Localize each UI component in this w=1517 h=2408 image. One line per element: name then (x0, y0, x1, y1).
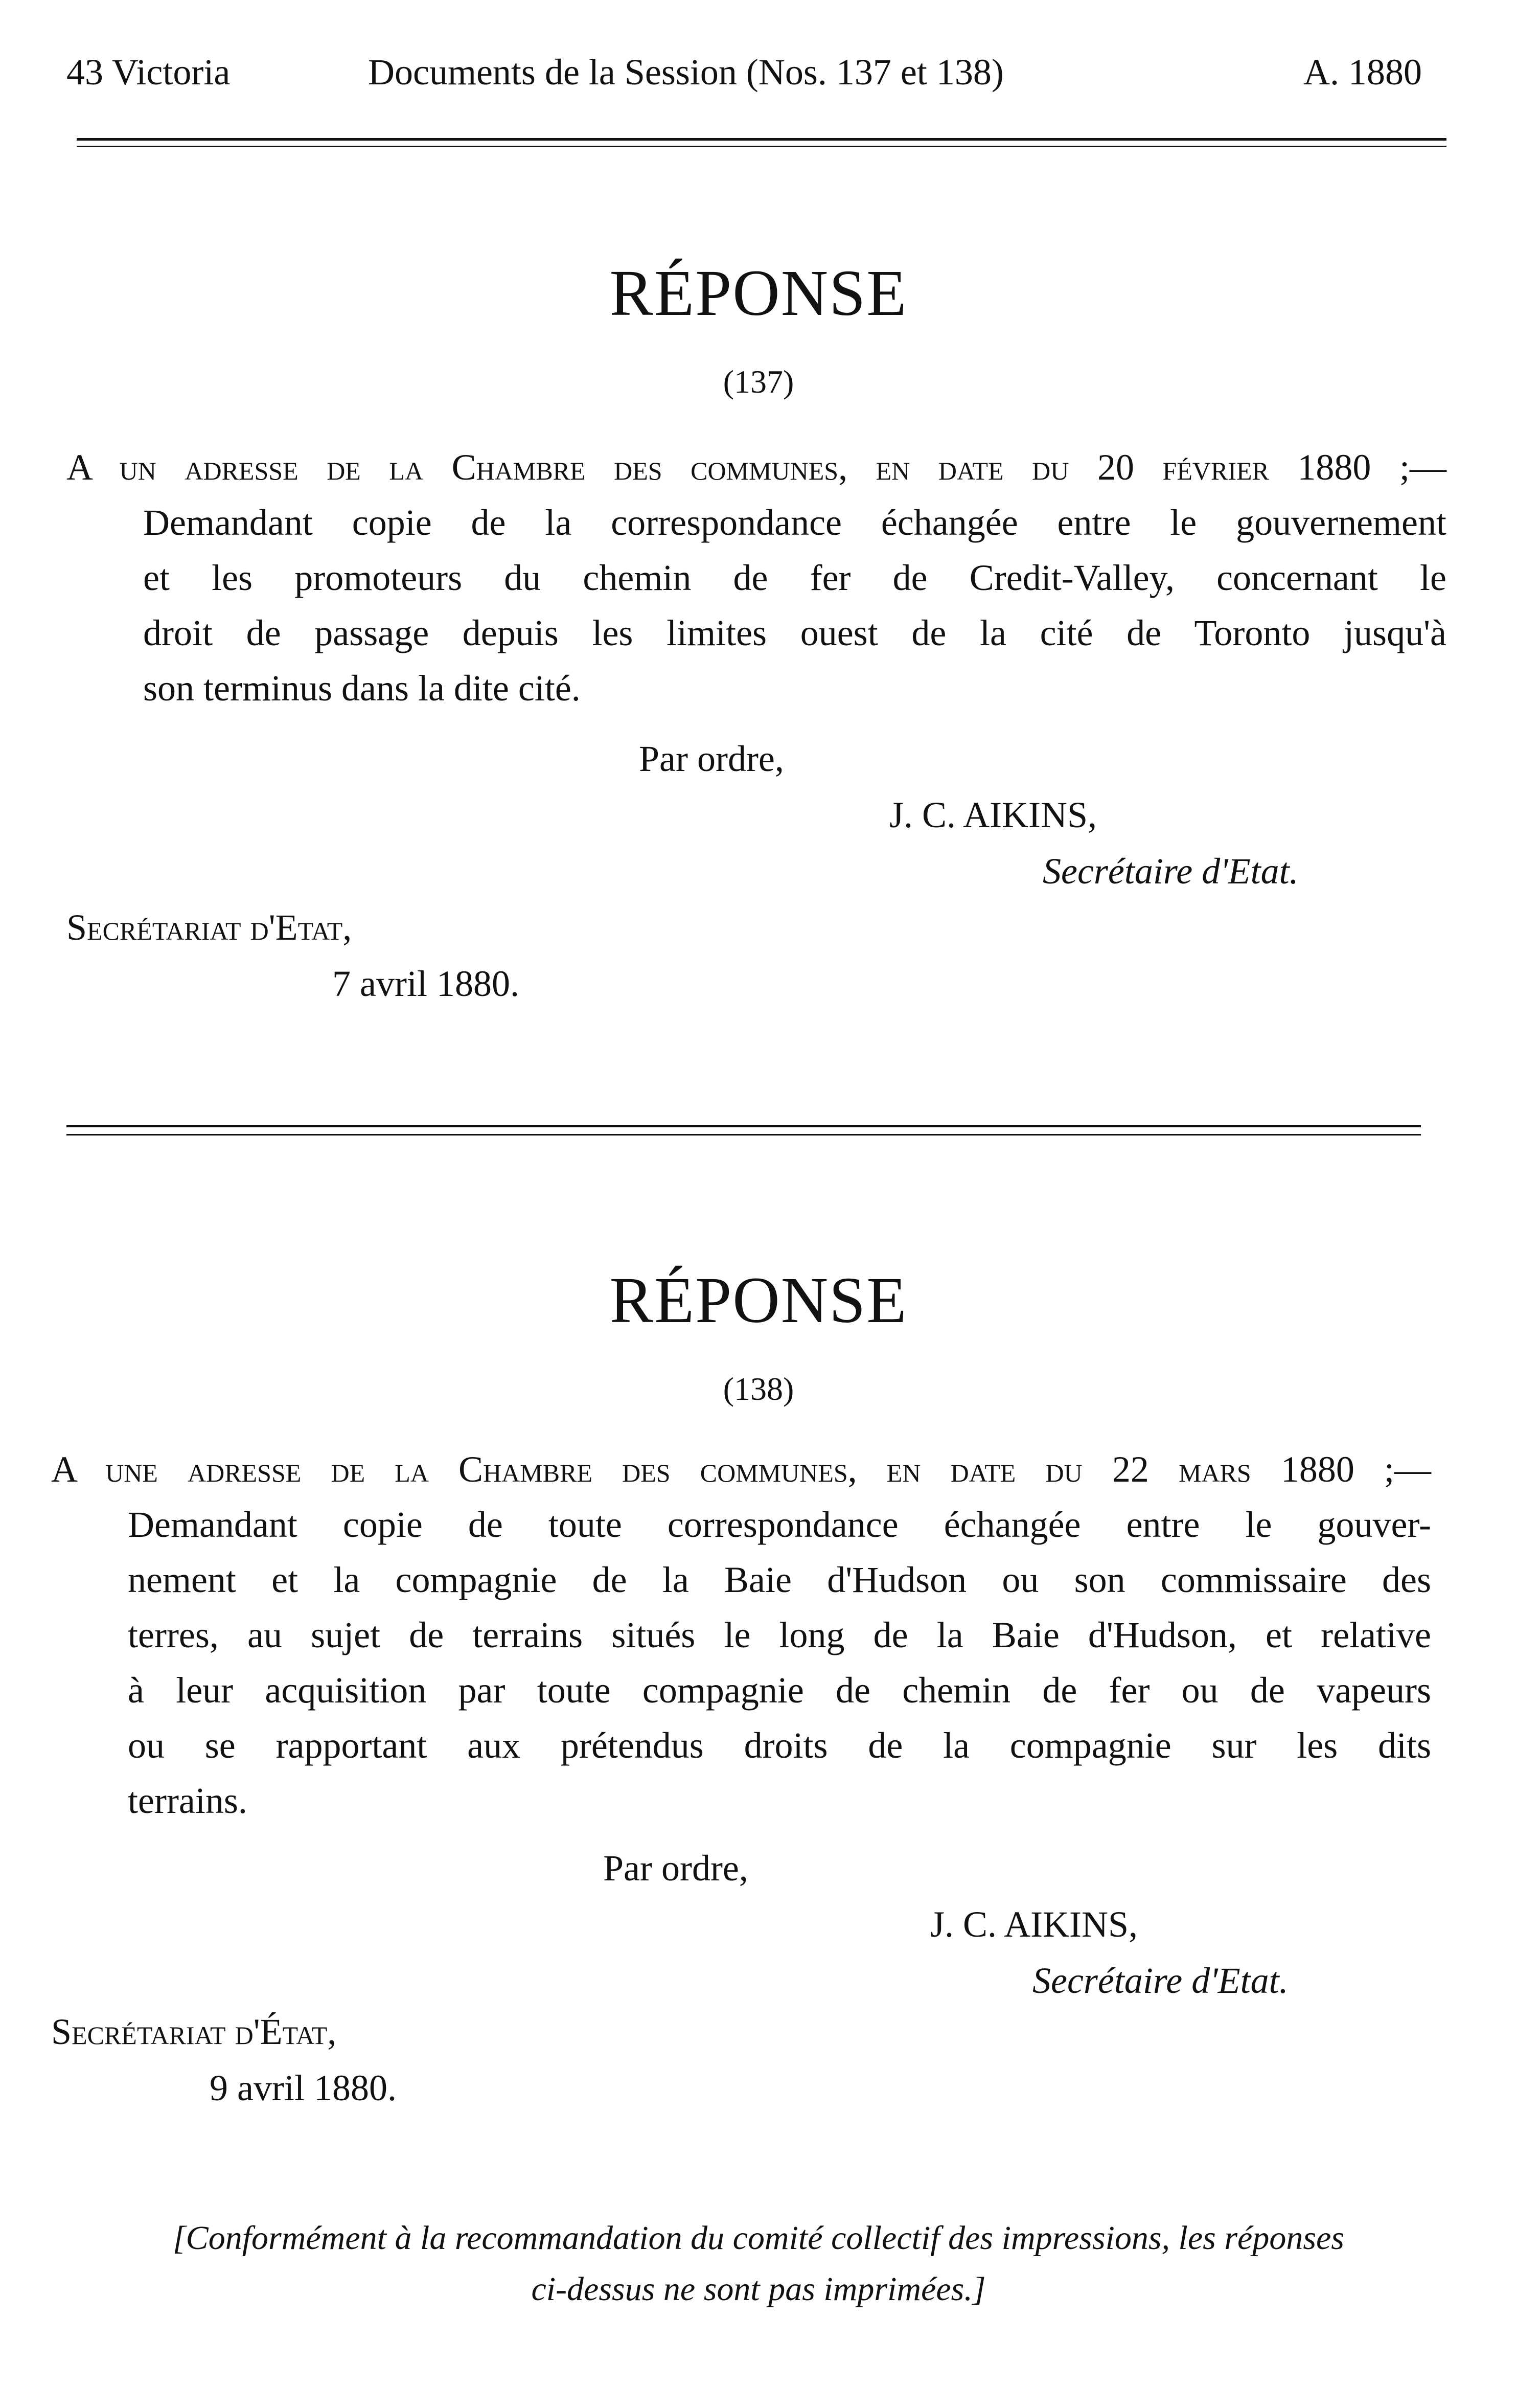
answer-line: Demandant copie de la correspondance échangée entre le gouvernement (143, 502, 1446, 543)
answer-line: droit de passage depuis les limites ouest de la cité de Toronto jusqu'à (143, 612, 1446, 653)
answer-line: ou se rapportant aux prétendus droits de la compagnie sur les dits (128, 1725, 1431, 1766)
header-rule-secondary (77, 146, 1446, 147)
answer-line: à leur acquisition par toute compagnie de chemin de fer ou de vapeurs (128, 1670, 1431, 1711)
department: Secrétariat d'État, (51, 2011, 337, 2052)
footnote-line: ci-dessus ne sont pas imprimées.] (531, 2270, 986, 2308)
order-text: Par ordre, (639, 738, 784, 779)
header-year: A. 1880 (1303, 52, 1422, 93)
header-rule (77, 138, 1446, 141)
answer-line: nement et la compagnie de la Baie d'Hudson ou son commissaire des (128, 1559, 1431, 1600)
answer-date: 7 avril 1880. (332, 963, 519, 1004)
answer-line: terrains. (128, 1780, 247, 1821)
header-title: Documents de la Session (Nos. 137 et 138) (368, 52, 1004, 93)
signatory-name: J. C. AIKINS, (889, 794, 1097, 835)
signatory-title: Secrétaire d'Etat. (1032, 1960, 1289, 2001)
signatory-name: J. C. AIKINS, (930, 1904, 1138, 1945)
answer-line: et les promoteurs du chemin de fer de Credit-Valley, concernant le (143, 557, 1446, 598)
answer-intro: A une adresse de la Chambre des communes, en date du 22 mars 1880 ;— (51, 1449, 1431, 1490)
header-volume: 43 Victoria (66, 52, 231, 93)
answer-title: RÉPONSE (609, 257, 908, 329)
order-text: Par ordre, (603, 1848, 748, 1889)
answer-number: (138) (723, 1371, 794, 1407)
section-divider-secondary (66, 1134, 1421, 1135)
signatory-title: Secrétaire d'Etat. (1043, 851, 1299, 892)
answer-number: (137) (723, 364, 794, 400)
department: Secrétariat d'Etat, (66, 907, 352, 948)
answer-line: terres, au sujet de terrains situés le long de la Baie d'Hudson, et relative (128, 1615, 1431, 1655)
answer-intro: A un adresse de la Chambre des communes, en date du 20 février 1880 ;— (66, 447, 1446, 488)
answer-title: RÉPONSE (609, 1264, 908, 1336)
answer-line: Demandant copie de toute correspondance échangée entre le gouver- (128, 1504, 1431, 1545)
answer-date: 9 avril 1880. (210, 2068, 397, 2108)
section-divider (66, 1125, 1421, 1127)
footnote-line: [Conformément à la recommandation du comité collectif des impressions, les réponses (173, 2219, 1344, 2257)
answer-line: son terminus dans la dite cité. (143, 668, 581, 709)
